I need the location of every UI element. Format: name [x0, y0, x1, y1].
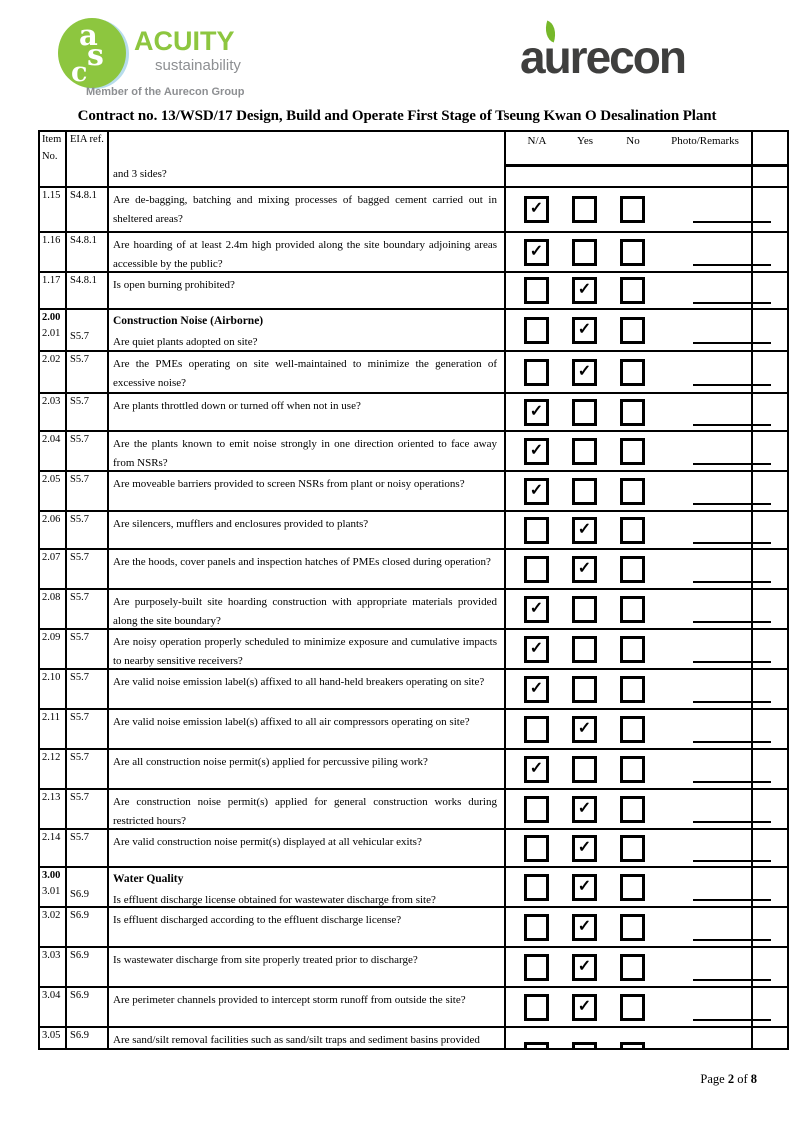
item-number: 2.01	[42, 328, 61, 339]
margin-column-cell	[752, 132, 787, 186]
remarks-line[interactable]	[693, 899, 771, 901]
checkbox-no[interactable]	[620, 1042, 645, 1050]
acuity-subtitle: sustainability	[155, 57, 241, 74]
item-no-cell	[40, 432, 66, 470]
checkbox-no[interactable]	[620, 359, 645, 386]
item-number: 2.07	[42, 552, 61, 563]
question-cell	[108, 670, 505, 708]
checkbox-na[interactable]	[524, 994, 549, 1021]
eia-ref-cell: S5.7	[70, 712, 89, 723]
question-cell	[108, 830, 505, 866]
checkbox-no[interactable]	[620, 954, 645, 981]
question-text: Are sand/silt removal facilities such as sand/silt traps and sediment basins provided	[113, 1034, 480, 1046]
checkbox-yes[interactable]	[572, 1042, 597, 1050]
checkbox-yes[interactable]: ✓	[572, 994, 597, 1021]
checkbox-yes[interactable]: ✓	[572, 954, 597, 981]
item-no-cell	[40, 908, 66, 946]
eia-ref-cell: S6.9	[70, 889, 89, 900]
question-cell	[108, 233, 505, 271]
question-text: Are all construction noise permit(s) applied for percussive piling work?	[113, 756, 428, 768]
eia-ref-cell: S4.8.1	[70, 275, 97, 286]
question-cell	[108, 750, 505, 788]
yes-column-label: Yes	[576, 135, 593, 147]
checkbox-na[interactable]	[524, 874, 549, 901]
checkbox-yes[interactable]	[572, 239, 597, 266]
checkbox-na[interactable]	[524, 517, 549, 544]
table-row	[40, 472, 787, 512]
eia-ref-cell: S5.7	[70, 354, 89, 365]
remarks-line[interactable]	[693, 621, 771, 623]
checkbox-no[interactable]	[620, 994, 645, 1021]
table-row	[40, 790, 787, 830]
remarks-line[interactable]	[693, 503, 771, 505]
question-cell	[108, 310, 505, 350]
answer-cell	[505, 352, 752, 392]
checkbox-yes[interactable]: ✓	[572, 517, 597, 544]
answer-cell	[505, 512, 752, 548]
remarks-line[interactable]	[693, 542, 771, 544]
checkbox-no[interactable]	[620, 517, 645, 544]
acuity-tagline: Member of the Aurecon Group	[86, 86, 245, 98]
answer-cell	[505, 1028, 752, 1050]
eia-ref-cell: S5.7	[70, 396, 89, 407]
question-text: Are valid construction noise permit(s) displayed at all vehicular exits?	[113, 836, 422, 848]
item-no-header	[40, 132, 66, 186]
table-row	[40, 512, 787, 550]
carryover-question-text: and 3 sides?	[113, 168, 167, 180]
answer-cell	[505, 908, 752, 946]
acuity-wordmark: ACUITY	[134, 26, 235, 56]
header-divider-line	[504, 164, 787, 167]
answer-cell	[505, 233, 752, 271]
table-row	[40, 670, 787, 710]
table-row	[40, 310, 787, 352]
checkbox-no[interactable]	[620, 438, 645, 465]
question-text: Is open burning prohibited?	[113, 279, 235, 291]
column-divider	[107, 132, 109, 1048]
table-row	[40, 630, 787, 670]
checkbox-na[interactable]	[524, 796, 549, 823]
checkbox-yes[interactable]: ✓	[572, 277, 597, 304]
checkbox-yes[interactable]	[572, 756, 597, 783]
checkbox-no[interactable]	[620, 556, 645, 583]
item-no-cell	[40, 233, 66, 271]
question-text: Are hoarding of at least 2.4m high provided along the site boundary adjoining areas accessible by the public?	[113, 239, 497, 270]
question-cell	[108, 472, 505, 510]
checkbox-no[interactable]	[620, 317, 645, 344]
page-number	[700, 1072, 757, 1087]
eia-ref-cell: S5.7	[70, 832, 89, 843]
item-no-cell	[40, 550, 66, 588]
checkbox-yes[interactable]	[572, 676, 597, 703]
table-row	[40, 550, 787, 590]
checkbox-na[interactable]	[524, 954, 549, 981]
question-cell	[108, 273, 505, 308]
remarks-line[interactable]	[693, 979, 771, 981]
question-text: Are perimeter channels provided to intercept storm runoff from outside the site?	[113, 994, 466, 1006]
answer-cell	[505, 394, 752, 430]
checkbox-no[interactable]	[620, 478, 645, 505]
checkbox-yes[interactable]: ✓	[572, 317, 597, 344]
page-label: Page	[700, 1072, 725, 1086]
checkbox-no[interactable]	[620, 716, 645, 743]
question-text: Are valid noise emission label(s) affixed to all hand-held breakers operating on site?	[113, 676, 485, 688]
eia-ref-cell: S5.7	[70, 514, 89, 525]
item-no-cell	[40, 790, 66, 828]
item-no-cell	[40, 512, 66, 548]
remarks-column-label: Photo/Remarks	[671, 135, 739, 147]
item-no-cell	[40, 710, 66, 748]
item-number: 3.05	[42, 1030, 61, 1041]
checkbox-na[interactable]: ✓	[524, 239, 549, 266]
question-cell	[108, 590, 505, 628]
remarks-line[interactable]	[693, 939, 771, 941]
no-column-label: No	[626, 135, 640, 147]
question-cell	[108, 394, 505, 430]
checkbox-na[interactable]	[524, 1042, 549, 1050]
table-row	[40, 710, 787, 750]
checkbox-yes[interactable]	[572, 636, 597, 663]
answer-cell	[505, 830, 752, 866]
checkbox-na[interactable]: ✓	[524, 596, 549, 623]
question-cell	[108, 988, 505, 1026]
item-number: 2.11	[42, 712, 60, 723]
answer-cell	[505, 790, 752, 828]
question-cell	[108, 550, 505, 588]
checkbox-no[interactable]	[620, 239, 645, 266]
column-divider	[504, 132, 506, 1048]
eia-ref-cell: S6.9	[70, 1030, 89, 1041]
item-no-cell	[40, 273, 66, 308]
table-row	[40, 908, 787, 948]
answer-cell	[505, 750, 752, 788]
acuity-logo	[58, 16, 258, 102]
checkbox-na[interactable]	[524, 277, 549, 304]
table-row	[40, 188, 787, 233]
table-row	[40, 233, 787, 273]
question-text: Is wastewater discharge from site properly treated prior to discharge?	[113, 954, 418, 966]
remarks-line[interactable]	[693, 741, 771, 743]
eia-ref-cell: S5.7	[70, 632, 89, 643]
page-current: 2	[727, 1072, 735, 1086]
checkbox-yes[interactable]: ✓	[572, 796, 597, 823]
answer-cell	[505, 472, 752, 510]
question-cell	[108, 948, 505, 986]
page-total: 8	[750, 1072, 757, 1086]
item-no-cell	[40, 188, 66, 231]
answer-cell	[505, 630, 752, 668]
aurecon-logo	[520, 26, 760, 90]
remarks-line[interactable]	[693, 463, 771, 465]
remarks-line[interactable]	[693, 860, 771, 862]
remarks-line[interactable]	[693, 342, 771, 344]
checkbox-no[interactable]	[620, 756, 645, 783]
checkbox-na[interactable]	[524, 359, 549, 386]
checkbox-na[interactable]: ✓	[524, 756, 549, 783]
item-number: 2.06	[42, 514, 61, 525]
checkbox-na[interactable]	[524, 835, 549, 862]
eia-ref-cell: S6.9	[70, 990, 89, 1001]
table-row	[40, 1028, 787, 1050]
checkbox-na[interactable]	[524, 716, 549, 743]
column-divider	[751, 132, 753, 1048]
item-number: 2.09	[42, 632, 61, 643]
answer-cell	[505, 868, 752, 906]
question-cell	[108, 868, 505, 906]
answer-cell	[505, 670, 752, 708]
checkbox-yes[interactable]: ✓	[572, 359, 597, 386]
item-number: 1.15	[42, 190, 61, 201]
checkbox-yes[interactable]	[572, 196, 597, 223]
checkbox-yes[interactable]	[572, 399, 597, 426]
item-header-line1: Item	[42, 134, 62, 145]
section-title: Water Quality	[113, 873, 184, 885]
question-text: Are valid noise emission label(s) affixed to all air compressors operating on site?	[113, 716, 470, 728]
table-row	[40, 590, 787, 630]
checkbox-no[interactable]	[620, 914, 645, 941]
checkbox-na[interactable]: ✓	[524, 478, 549, 505]
eia-ref-cell: S5.7	[70, 474, 89, 485]
item-header-line2: No.	[42, 151, 58, 162]
remarks-line[interactable]	[693, 1019, 771, 1021]
item-number: 2.02	[42, 354, 61, 365]
answer-header-cell	[505, 132, 752, 186]
item-no-cell	[40, 948, 66, 986]
eia-ref-cell: S5.7	[70, 792, 89, 803]
eia-ref-cell: S5.7	[70, 331, 89, 342]
monogram-letter-c: c	[71, 57, 88, 88]
checkbox-no[interactable]	[620, 399, 645, 426]
eia-ref-cell: S6.9	[70, 910, 89, 921]
item-number: 2.08	[42, 592, 61, 603]
checkbox-no[interactable]	[620, 196, 645, 223]
column-divider	[65, 132, 67, 1048]
question-cell	[108, 790, 505, 828]
item-no-cell	[40, 630, 66, 668]
question-text: Are the PMEs operating on site well-maintained to minimize the generation of excessive noise?	[113, 358, 497, 389]
checkbox-na[interactable]: ✓	[524, 399, 549, 426]
checkbox-na[interactable]	[524, 317, 549, 344]
answer-cell	[505, 550, 752, 588]
checkbox-na[interactable]: ✓	[524, 196, 549, 223]
answer-cell	[505, 948, 752, 986]
monogram-letter-s: s	[87, 38, 104, 73]
item-number: 3.03	[42, 950, 61, 961]
item-no-cell	[40, 394, 66, 430]
checkbox-na[interactable]: ✓	[524, 438, 549, 465]
question-text: Are the plants known to emit noise strongly in one direction oriented to face away from NSRs?	[113, 438, 497, 469]
question-text: Is effluent discharged according to the effluent discharge license?	[113, 914, 402, 926]
question-cell	[108, 188, 505, 231]
question-cell	[108, 908, 505, 946]
checkbox-yes[interactable]: ✓	[572, 716, 597, 743]
question-cell	[108, 710, 505, 748]
question-text: Are noisy operation properly scheduled to minimize exposure and cumulative impacts to nearby sensitive receivers?	[113, 636, 497, 667]
table-header-row	[40, 132, 787, 188]
item-number: 2.04	[42, 434, 61, 445]
item-number: 2.03	[42, 396, 61, 407]
item-no-cell	[40, 472, 66, 510]
checkbox-no[interactable]	[620, 874, 645, 901]
item-no-cell	[40, 868, 66, 906]
item-number: 3.02	[42, 910, 61, 921]
item-no-cell	[40, 750, 66, 788]
item-number: 3.04	[42, 990, 61, 1001]
item-no-cell	[40, 590, 66, 628]
table-row	[40, 273, 787, 310]
item-no-cell	[40, 988, 66, 1026]
table-row	[40, 750, 787, 790]
monogram-letter-a: a	[79, 18, 98, 52]
table-row	[40, 352, 787, 394]
question-text: Are the hoods, cover panels and inspection hatches of PMEs closed during operation?	[113, 556, 491, 568]
question-text: Are de-bagging, batching and mixing processes of bagged cement carried out in sheltered areas?	[113, 194, 497, 225]
eia-ref-cell: S5.7	[70, 752, 89, 763]
checkbox-yes[interactable]: ✓	[572, 914, 597, 941]
na-column-label: N/A	[527, 135, 547, 147]
item-no-cell	[40, 830, 66, 866]
question-text: Is effluent discharge license obtained for wastewater discharge from site?	[113, 894, 436, 906]
eia-ref-cell: S5.7	[70, 672, 89, 683]
section-number: 3.00	[42, 870, 61, 881]
page-title: Contract no. 13/WSD/17 Design, Build and Operate First Stage of Tseung Kwan O Desalination Plant	[77, 108, 717, 124]
checkbox-yes[interactable]: ✓	[572, 835, 597, 862]
checkbox-no[interactable]	[620, 636, 645, 663]
item-no-cell	[40, 670, 66, 708]
remarks-line[interactable]	[693, 264, 771, 266]
checkbox-na[interactable]: ✓	[524, 676, 549, 703]
checkbox-no[interactable]	[620, 676, 645, 703]
acuity-monogram-icon	[58, 18, 126, 88]
eia-ref-cell: S5.7	[70, 434, 89, 445]
checkbox-yes[interactable]: ✓	[572, 874, 597, 901]
table-row	[40, 868, 787, 908]
checkbox-no[interactable]	[620, 835, 645, 862]
checklist-table	[38, 130, 789, 1050]
item-no-cell	[40, 310, 66, 350]
question-cell	[108, 432, 505, 470]
answer-cell	[505, 273, 752, 308]
checkbox-no[interactable]	[620, 796, 645, 823]
remarks-line[interactable]	[693, 701, 771, 703]
checkbox-na[interactable]	[524, 914, 549, 941]
of-label: of	[737, 1072, 748, 1086]
table-row	[40, 394, 787, 432]
question-text: Are moveable barriers provided to screen NSRs from plant or noisy operations?	[113, 478, 465, 490]
question-text: Are purposely-built site hoarding construction with appropriate materials provided along the site boundary?	[113, 596, 497, 627]
checkbox-na[interactable]: ✓	[524, 636, 549, 663]
answer-cell	[505, 988, 752, 1026]
question-header-cell	[108, 132, 505, 186]
question-text: Are plants throttled down or turned off when not in use?	[113, 400, 361, 412]
checkbox-yes[interactable]	[572, 438, 597, 465]
eia-ref-cell: S5.7	[70, 592, 89, 603]
remarks-line[interactable]	[693, 781, 771, 783]
aurecon-wordmark: aurecon	[520, 31, 685, 83]
item-number: 2.05	[42, 474, 61, 485]
remarks-line[interactable]	[693, 821, 771, 823]
item-number: 1.16	[42, 235, 61, 246]
item-no-cell	[40, 1028, 66, 1050]
question-text: Are construction noise permit(s) applied for general construction works during restricted hours?	[113, 796, 497, 827]
item-number: 2.10	[42, 672, 61, 683]
answer-cell	[505, 590, 752, 628]
checkbox-na[interactable]	[524, 556, 549, 583]
question-cell	[108, 512, 505, 548]
table-row	[40, 432, 787, 472]
eia-ref-cell: S6.9	[70, 950, 89, 961]
answer-cell	[505, 710, 752, 748]
eia-ref-header: EIA ref.	[70, 134, 104, 145]
item-number: 2.14	[42, 832, 61, 843]
checkbox-no[interactable]	[620, 596, 645, 623]
eia-ref-cell: S5.7	[70, 552, 89, 563]
checkbox-yes[interactable]	[572, 596, 597, 623]
remarks-line[interactable]	[693, 221, 771, 223]
question-cell	[108, 352, 505, 392]
item-no-cell	[40, 352, 66, 392]
answer-cell	[505, 432, 752, 470]
remarks-line[interactable]	[693, 302, 771, 304]
eia-ref-cell: S4.8.1	[70, 235, 97, 246]
question-text: Are silencers, mufflers and enclosures provided to plants?	[113, 518, 369, 530]
question-cell	[108, 1028, 505, 1050]
answer-cell	[505, 310, 752, 350]
checkbox-yes[interactable]: ✓	[572, 556, 597, 583]
question-cell	[108, 630, 505, 668]
item-number: 2.12	[42, 752, 61, 763]
table-row	[40, 948, 787, 988]
section-title: Construction Noise (Airborne)	[113, 315, 264, 327]
table-row	[40, 988, 787, 1028]
item-number: 2.13	[42, 792, 61, 803]
answer-cell	[505, 188, 752, 231]
eia-ref-cell: S4.8.1	[70, 190, 97, 201]
table-row	[40, 830, 787, 868]
item-number: 1.17	[42, 275, 61, 286]
remarks-line[interactable]	[693, 661, 771, 663]
checkbox-no[interactable]	[620, 277, 645, 304]
remarks-line[interactable]	[693, 384, 771, 386]
item-number: 3.01	[42, 886, 61, 897]
checkbox-yes[interactable]	[572, 478, 597, 505]
remarks-line[interactable]	[693, 581, 771, 583]
remarks-line[interactable]	[693, 424, 771, 426]
question-text: Are quiet plants adopted on site?	[113, 336, 258, 348]
section-number: 2.00	[42, 312, 61, 323]
